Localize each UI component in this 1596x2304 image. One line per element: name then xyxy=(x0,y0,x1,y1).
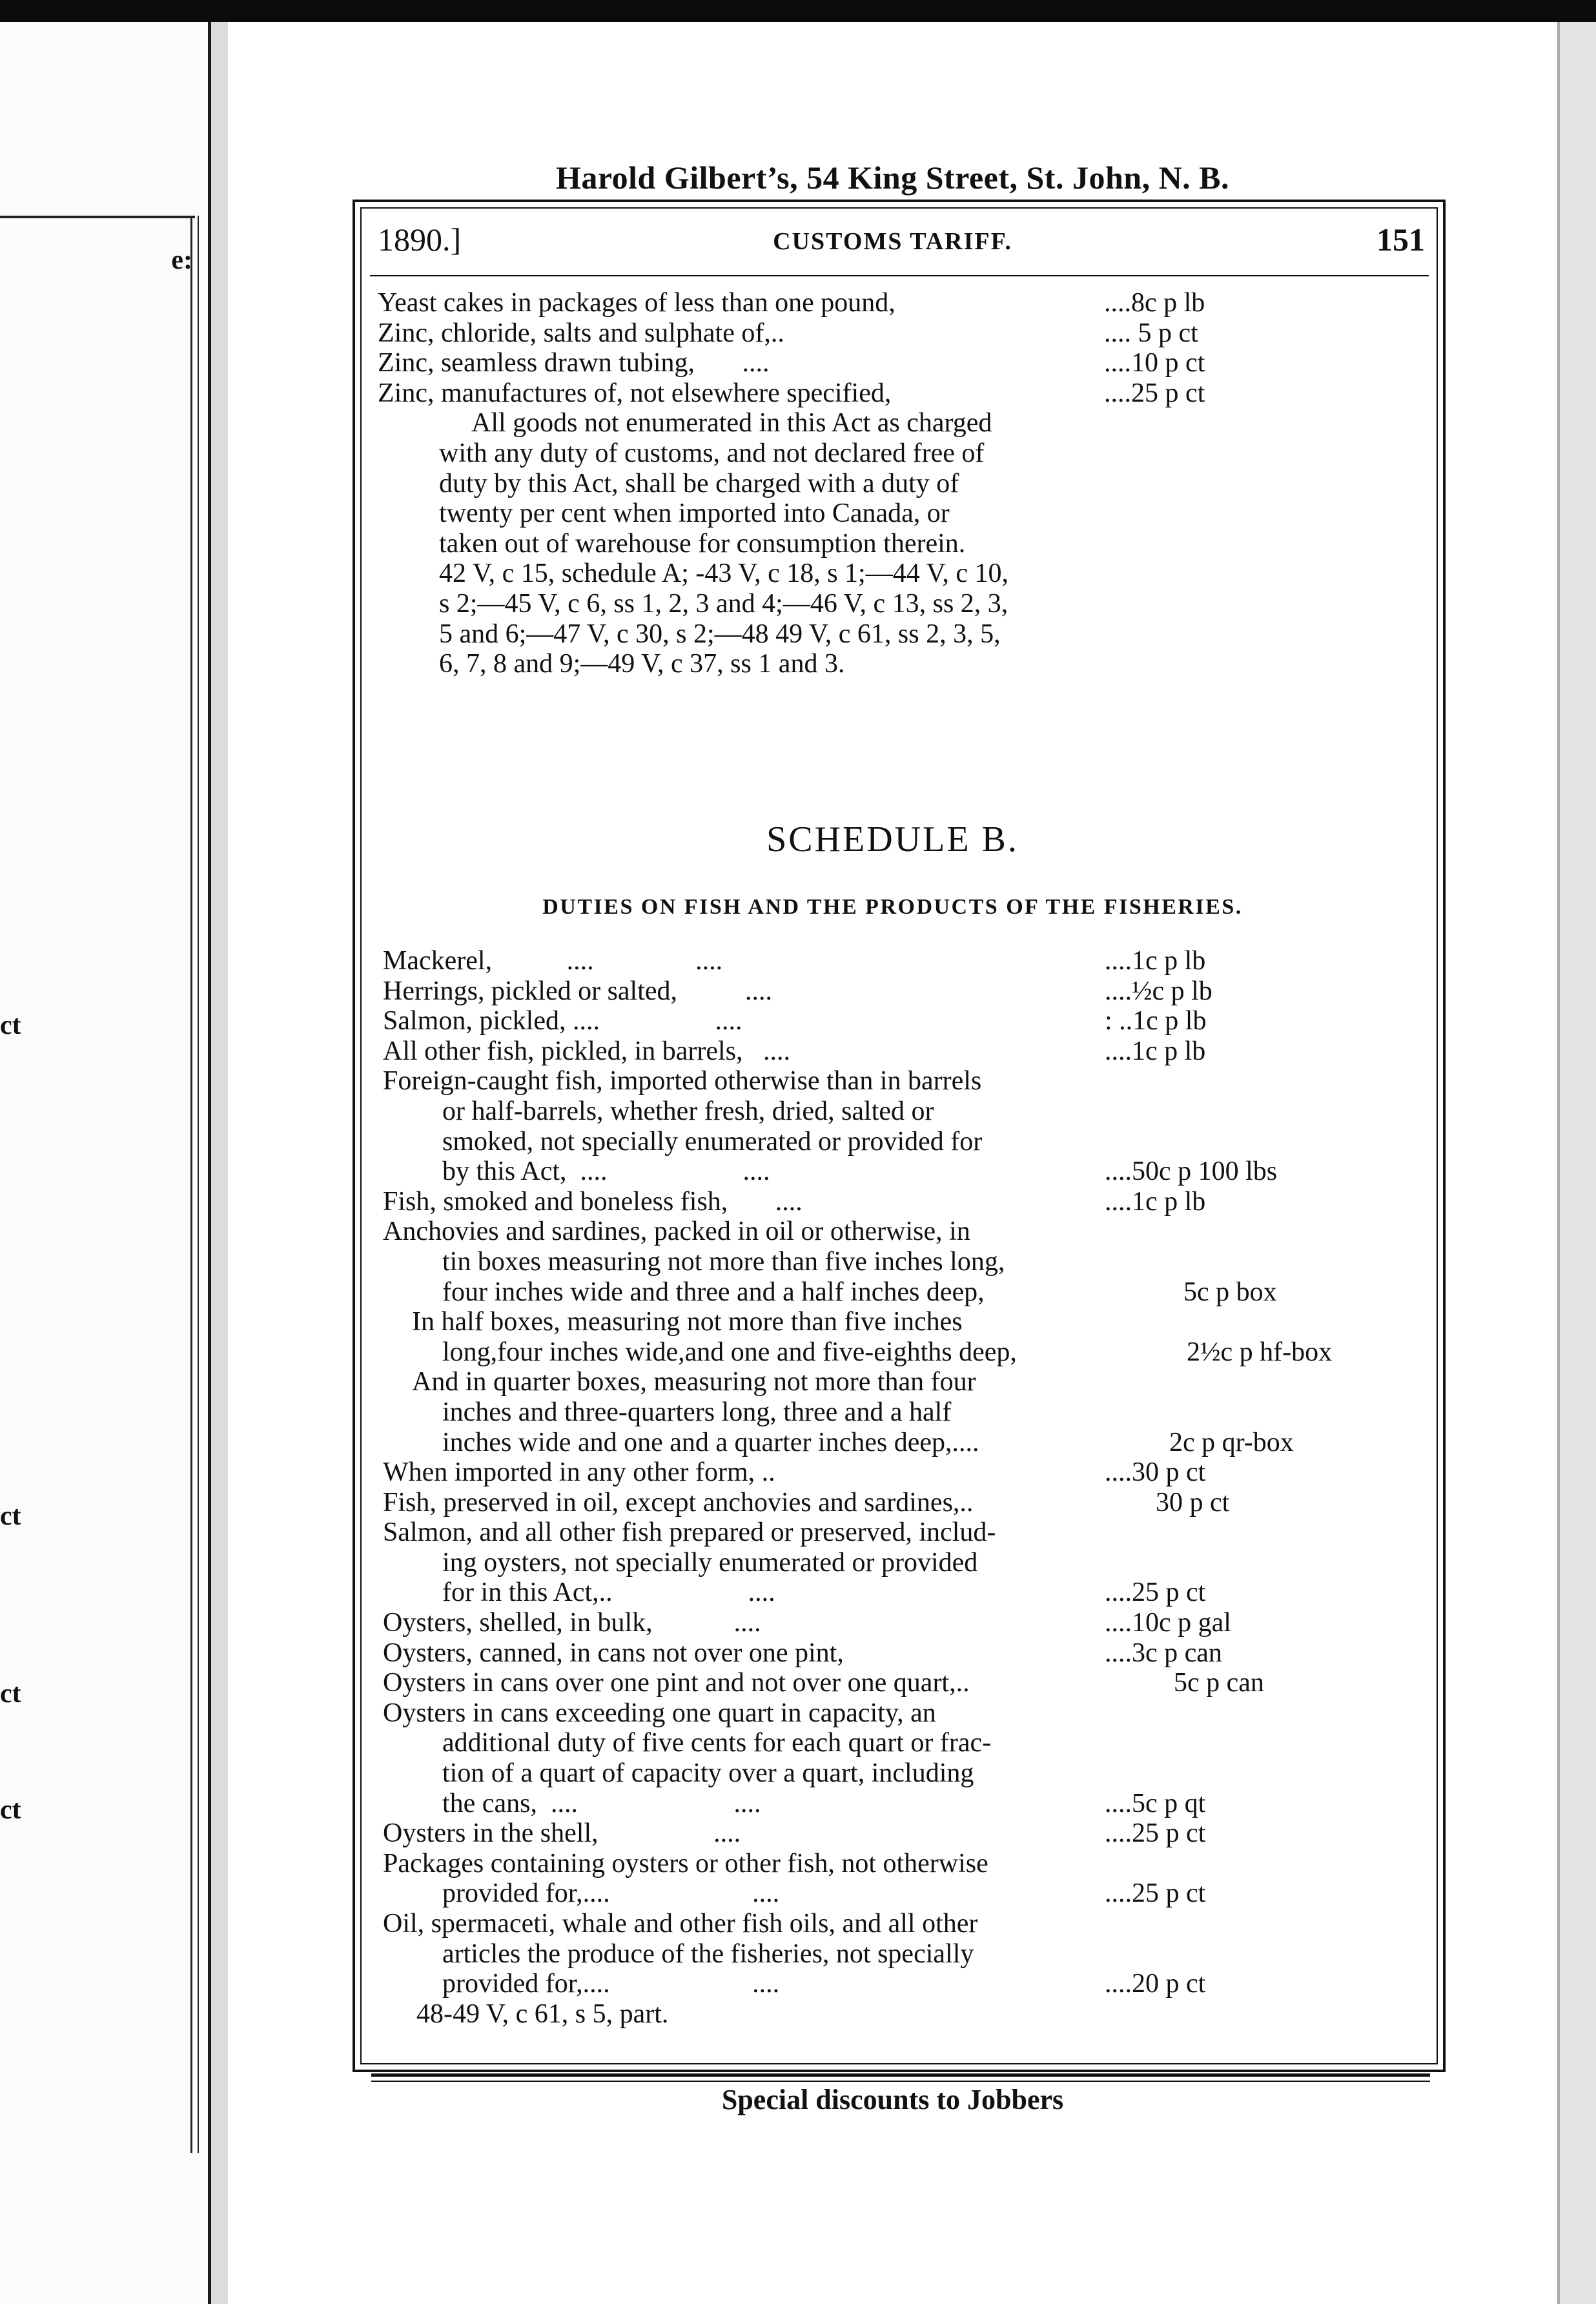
general-clause-line xyxy=(378,619,1596,650)
bottom-rule xyxy=(371,2073,1430,2077)
tariff-entry xyxy=(378,378,1596,409)
entry-rate: 5c p can xyxy=(1174,1668,1264,1698)
entry-rate: ....1c p lb xyxy=(1105,1036,1206,1066)
fish-duty-entry xyxy=(383,1909,1596,1939)
schedule-b-list xyxy=(383,946,1596,2029)
entry-text: four inches wide and three and a half inches deep, xyxy=(442,1277,985,1307)
entry-text: inches and three-quarters long, three and a half xyxy=(442,1397,952,1427)
entry-rate: ....½c p lb xyxy=(1105,976,1212,1006)
entry-text: All other fish, pickled, in barrels, .... xyxy=(383,1036,791,1066)
fish-duty-entry xyxy=(383,1789,1596,1819)
entry-text: by this Act, .... .... xyxy=(442,1157,770,1187)
entry-rate: ....25 p ct xyxy=(1105,1578,1206,1608)
facing-page-fragment: ct xyxy=(0,1795,21,1825)
fish-duty-entry xyxy=(383,1127,1596,1157)
fish-duty-entry xyxy=(383,1698,1596,1729)
fish-duty-entry xyxy=(383,1608,1596,1638)
facing-page-edge xyxy=(0,22,211,2304)
fish-duty-entry xyxy=(383,1999,1596,2030)
entry-text: provided for,.... .... xyxy=(442,1969,780,1999)
entry-text: In half boxes, measuring not more than five inches xyxy=(412,1307,963,1337)
facing-page-fragment: ct xyxy=(0,1679,21,1709)
fish-duty-entry xyxy=(383,1818,1596,1849)
facing-page-fragment: ct xyxy=(0,1501,21,1531)
entry-text: the cans, .... .... xyxy=(442,1788,761,1818)
clause-text: s 2;—45 V, c 6, ss 1, 2, 3 and 4;—46 V, c 13, ss 2, 3, xyxy=(439,588,1008,619)
clause-text: 6, 7, 8 and 9;—49 V, c 37, ss 1 and 3. xyxy=(439,649,845,679)
clause-text: with any duty of customs, and not declared free of xyxy=(439,438,985,468)
fish-duty-entry xyxy=(383,1307,1596,1337)
entry-text: When imported in any other form, .. xyxy=(383,1457,775,1488)
entry-rate: ....25 p ct xyxy=(1105,1878,1206,1909)
page-number: 151 xyxy=(1376,221,1425,258)
entry-text: Mackerel, .... .... xyxy=(383,946,723,976)
general-clause-line xyxy=(378,438,1596,469)
fish-duty-entry xyxy=(383,1517,1596,1548)
entry-text: Fish, smoked and boneless fish, .... xyxy=(383,1186,803,1217)
entry-text: Salmon, and all other fish prepared or preserved, includ- xyxy=(383,1517,996,1548)
entry-text: inches wide and one and a quarter inches deep,.... xyxy=(442,1427,979,1457)
entry-text: articles the produce of the fisheries, not specially xyxy=(442,1939,974,1969)
entry-rate: ....8c p lb xyxy=(1104,288,1205,318)
schedule-title: SCHEDULE B. xyxy=(766,819,1019,859)
tariff-entry xyxy=(378,348,1596,378)
entry-rate: ....10c p gal xyxy=(1105,1608,1231,1638)
entry-text: Yeast cakes in packages of less than one pound, xyxy=(378,288,895,318)
gutter-shadow xyxy=(211,22,228,2304)
entry-text: Foreign-caught fish, imported otherwise than in barrels xyxy=(383,1066,982,1096)
fish-duty-entry xyxy=(383,1457,1596,1488)
entry-text: Oysters in the shell, .... xyxy=(383,1818,741,1849)
facing-page-border xyxy=(190,216,199,2153)
clause-text: All goods not enumerated in this Act as charged xyxy=(471,408,992,438)
entry-text: tion of a quart of capacity over a quart, including xyxy=(442,1758,974,1789)
fish-duty-entry xyxy=(383,1488,1596,1518)
entry-text: Zinc, manufactures of, not elsewhere specified, xyxy=(378,378,892,408)
entry-text: Oysters in cans exceeding one quart in capacity, an xyxy=(383,1698,936,1728)
fish-duty-entry xyxy=(383,1728,1596,1758)
general-clause-line xyxy=(378,559,1596,589)
entry-rate: ....25 p ct xyxy=(1105,1818,1206,1849)
entry-text: for in this Act,.. .... xyxy=(442,1578,775,1608)
entry-text: smoked, not specially enumerated or provided for xyxy=(442,1126,983,1157)
fish-duty-entry xyxy=(383,1187,1596,1217)
entry-text: Anchovies and sardines, packed in oil or otherwise, in xyxy=(383,1217,970,1247)
entry-text: Packages containing oysters or other fish, not otherwise xyxy=(383,1848,988,1878)
entry-rate: ....1c p lb xyxy=(1105,1186,1206,1217)
entry-text: ing oysters, not specially enumerated or provided xyxy=(442,1547,978,1578)
fish-duty-entry xyxy=(383,1096,1596,1127)
tariff-entry xyxy=(378,288,1596,318)
running-head-rule xyxy=(370,275,1429,276)
entry-text: additional duty of five cents for each quart or frac- xyxy=(442,1728,992,1758)
general-clause-line xyxy=(378,408,1596,438)
entry-rate: ....50c p 100 lbs xyxy=(1105,1157,1278,1187)
advertiser-header: Harold Gilbert’s, 54 King Street, St. John, N. B. xyxy=(555,159,1230,196)
entry-rate: ....30 p ct xyxy=(1105,1457,1206,1488)
tariff-page xyxy=(228,22,1557,2304)
entry-text: long,four inches wide,and one and five-eighths deep, xyxy=(442,1337,1017,1367)
fish-duty-entry xyxy=(383,1878,1596,1909)
entry-text: or half-barrels, whether fresh, dried, salted or xyxy=(442,1096,934,1126)
fish-duty-entry xyxy=(383,1066,1596,1096)
entry-text: Zinc, seamless drawn tubing, .... xyxy=(378,348,770,378)
general-clause-line xyxy=(378,469,1596,499)
tariff-entry xyxy=(378,318,1596,349)
entry-text: provided for,.... .... xyxy=(442,1878,780,1909)
fish-duty-entry xyxy=(383,1668,1596,1698)
facing-page-fragment: e: xyxy=(171,245,192,275)
fish-duty-entry xyxy=(383,1939,1596,1970)
advertiser-footer: Special discounts to Jobbers xyxy=(721,2084,1064,2115)
entry-text: Oil, spermaceti, whale and other fish oils, and all other xyxy=(383,1909,978,1939)
entry-text: 48-49 V, c 61, s 5, part. xyxy=(416,1999,669,2029)
entry-rate: ....3c p can xyxy=(1105,1638,1222,1668)
general-clause-line xyxy=(378,649,1596,679)
entry-rate: 2c p qr-box xyxy=(1169,1427,1294,1457)
fish-duty-entry xyxy=(383,1638,1596,1669)
entry-rate: ....1c p lb xyxy=(1105,946,1206,976)
fish-duty-entry xyxy=(383,1969,1596,1999)
fish-duty-entry xyxy=(383,1247,1596,1277)
schedule-a-continuation xyxy=(378,288,1596,679)
fish-duty-entry xyxy=(383,1157,1596,1187)
fish-duty-entry xyxy=(383,946,1596,976)
entry-rate: : ..1c p lb xyxy=(1105,1006,1207,1036)
clause-text: twenty per cent when imported into Canada, or xyxy=(439,499,950,529)
entry-rate: ....25 p ct xyxy=(1104,378,1205,408)
fish-duty-entry xyxy=(383,1006,1596,1036)
entry-rate: 30 p ct xyxy=(1156,1487,1230,1517)
general-clause-line xyxy=(378,589,1596,619)
running-head-year: 1890.] xyxy=(378,221,462,258)
clause-text: taken out of warehouse for consumption therein. xyxy=(439,528,966,559)
clause-text: 5 and 6;—47 V, c 30, s 2;—48 49 V, c 61, ss 2, 3, 5, xyxy=(439,619,1001,649)
facing-page-fragment: ct xyxy=(0,1011,21,1040)
fish-duty-entry xyxy=(383,1367,1596,1397)
entry-rate: ....5c p qt xyxy=(1105,1788,1206,1818)
facing-page-rule-top xyxy=(0,216,195,218)
entry-text: Fish, preserved in oil, except anchovies and sardines,.. xyxy=(383,1487,974,1517)
fish-duty-entry xyxy=(383,1428,1596,1458)
fish-duty-entry xyxy=(383,976,1596,1007)
schedule-subheading: DUTIES ON FISH AND THE PRODUCTS OF THE FISHERIES. xyxy=(542,895,1243,919)
entry-rate: 2½c p hf-box xyxy=(1187,1337,1333,1367)
clause-text: duty by this Act, shall be charged with a duty of xyxy=(439,468,959,499)
fish-duty-entry xyxy=(383,1548,1596,1578)
fish-duty-entry xyxy=(383,1849,1596,1879)
entry-text: tin boxes measuring not more than five inches long, xyxy=(442,1246,1005,1277)
entry-text: Herrings, pickled or salted, .... xyxy=(383,976,773,1006)
entry-rate: 5c p box xyxy=(1183,1277,1277,1307)
entry-rate: ....20 p ct xyxy=(1105,1969,1206,1999)
entry-text: Salmon, pickled, .... .... xyxy=(383,1006,742,1036)
fish-duty-entry xyxy=(383,1036,1596,1067)
entry-text: Oysters, canned, in cans not over one pint, xyxy=(383,1638,844,1668)
general-clause-line xyxy=(378,529,1596,559)
fish-duty-entry xyxy=(383,1758,1596,1789)
entry-text: And in quarter boxes, measuring not more than four xyxy=(412,1367,976,1397)
entry-text: Zinc, chloride, salts and sulphate of,.. xyxy=(378,318,784,348)
entry-rate: .... 5 p ct xyxy=(1104,318,1198,348)
fish-duty-entry xyxy=(383,1217,1596,1247)
general-clause-line xyxy=(378,499,1596,529)
fish-duty-entry xyxy=(383,1337,1596,1368)
entry-text: Oysters, shelled, in bulk, .... xyxy=(383,1608,761,1638)
fish-duty-entry xyxy=(383,1397,1596,1428)
fish-duty-entry xyxy=(383,1277,1596,1308)
fish-duty-entry xyxy=(383,1578,1596,1608)
entry-text: Oysters in cans over one pint and not over one quart,.. xyxy=(383,1668,970,1698)
scan-top-edge xyxy=(0,0,1596,22)
bottom-rule-thin xyxy=(371,2081,1430,2082)
clause-text: 42 V, c 15, schedule A; -43 V, c 18, s 1;—44 V, c 10, xyxy=(439,559,1009,589)
entry-rate: ....10 p ct xyxy=(1104,348,1205,378)
running-head-title: CUSTOMS TARIFF. xyxy=(773,228,1012,255)
